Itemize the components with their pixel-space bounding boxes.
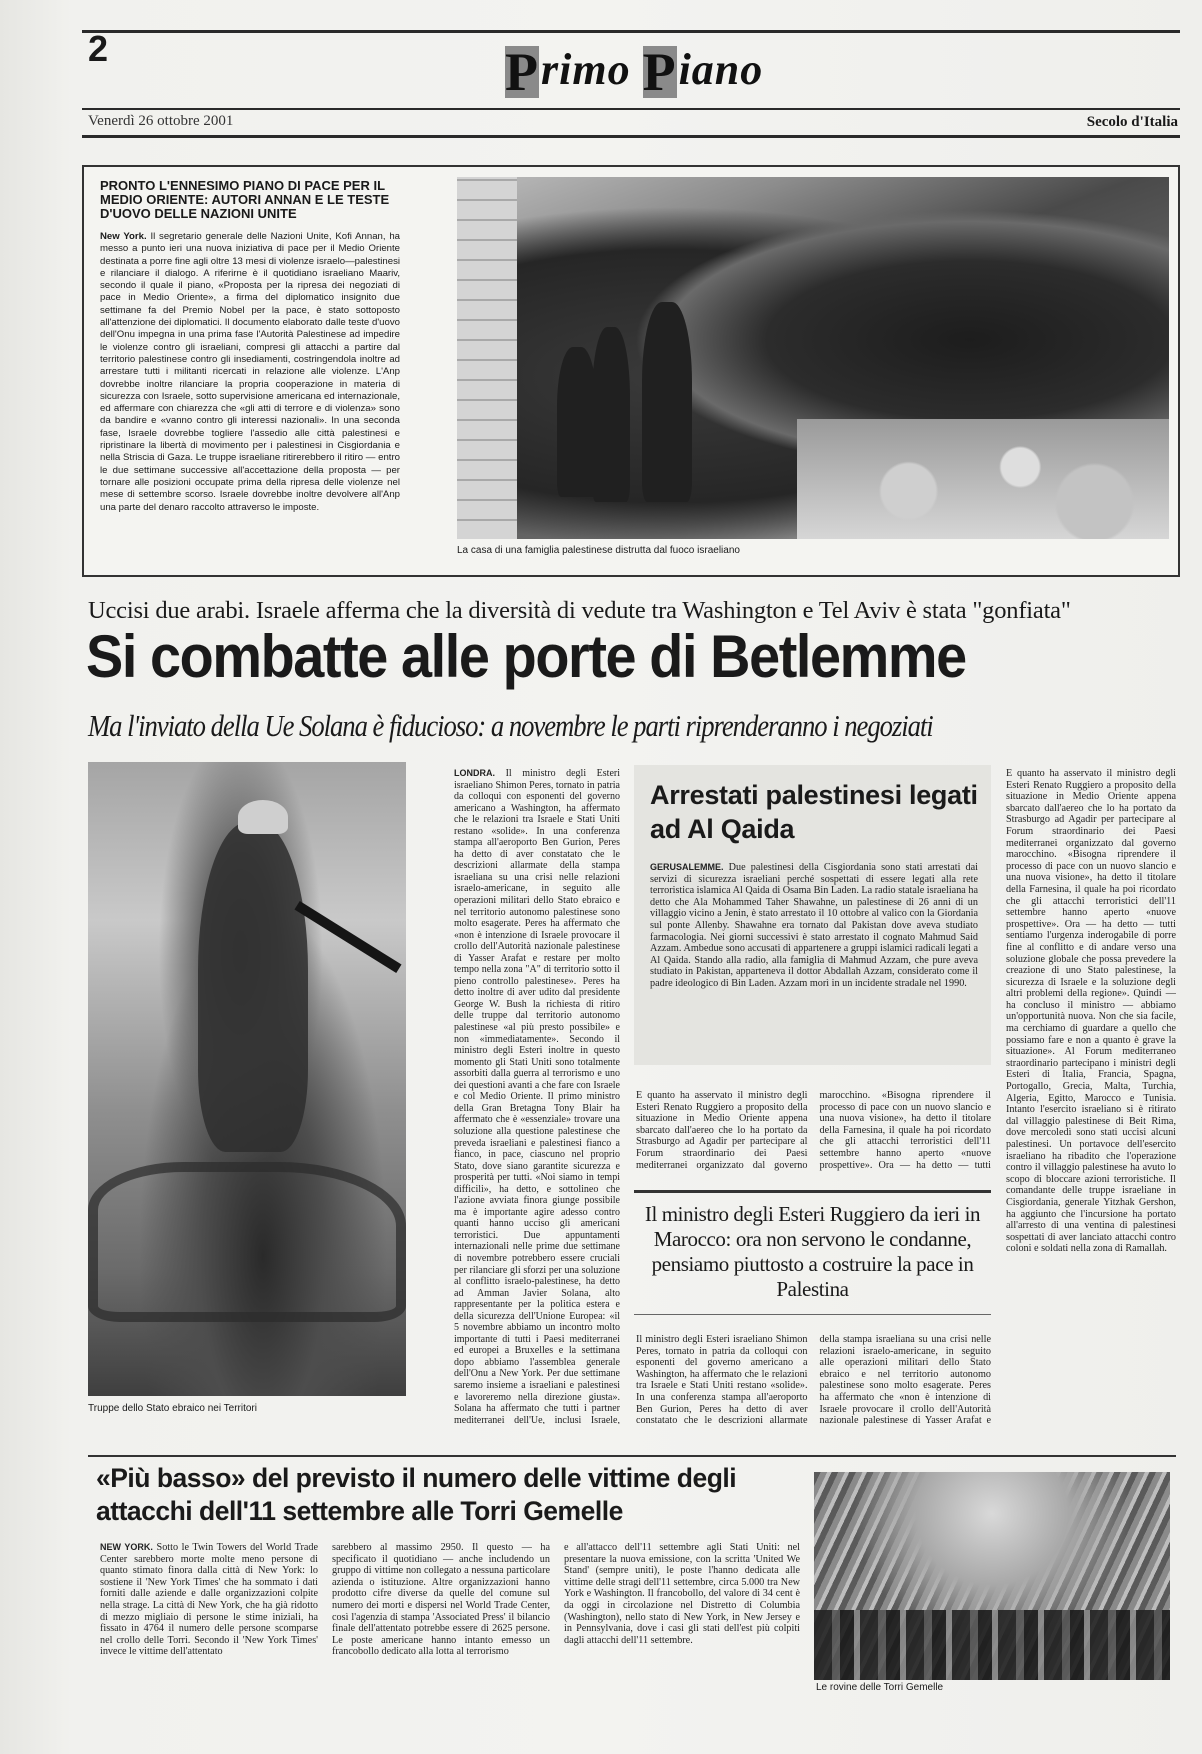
bottom-photo-caption: Le rovine delle Torri Gemelle — [816, 1682, 944, 1693]
bottom-col1-text: Sotto le Twin Towers del World Trade Center sarebbero morte molte meno persone di quanto stimato finora dalla città di New York: lo sostiene il 'New York Times' che ha sommato i dati forniti dalle aziende e dalle organizzazioni colpite nella strage. La città di New York, che ha già ridotto di mezzo migliaio di persone le stime iniziali, ha fissato in 4764 il numero delle persone scomparse nel crollo delle Torri. Secondo il 'New York Times' invece le vittime dell'attentato — [100, 1542, 318, 1658]
top-story-body — [100, 231, 400, 514]
section-rest-2: iano — [678, 45, 764, 94]
side-story-body — [650, 862, 978, 1058]
bottom-story-rule — [88, 1455, 1176, 1457]
section-title — [505, 42, 764, 102]
main-story-column-1 — [454, 768, 620, 1424]
top-story-lead: New York. — [100, 231, 147, 242]
side-story-lead: GERUSALEMME. — [650, 862, 724, 872]
side-story-text: Due palestinesi della Cisgiordania sono stati arrestati dai servizi di sicurezza israeliani perché sospettati di essere legati alla rete terroristica islamica Al Qaida di Osama Bin Laden. La radio statale israeliana ha detto che Ala Mohammed Taher Shawahne, un palestinese di 26 anni di un villaggio vicino a Jenin, è stato arrestato il 10 ottobre al valico con la Giordania sul ponte Allenby. Shawahne era tornato dal Pakistan dove aveva studiato farmacologia. Nei giorni successivi è stato arrestato il cognato Mahmud Said Azzam. Ambedue sono accusati di appartenere a gruppi islamici radicali legati a Al Qaida. Stando alla radio, alla famiglia di Mahmud Azzam, che pure aveva studiato in Pakistan, apparteneva il dottor Abdallah Azzam, considerato come il padre ideologico di Bin Laden. Azzam morì in un incidente stradale nel 1990. — [650, 862, 978, 989]
main-story-continuation-1 — [636, 1090, 991, 1182]
main-story-column-4 — [1006, 768, 1176, 1430]
continuation-text-1: E quanto ha asservato il ministro degli Esteri Renato Ruggiero a proposito della situazione in Medio Oriente appena sbarcato dall'aereo che lo ha portato da Strasburgo ad Agadir per partecipare al Forum straordinario dei Paesi mediterranei organizzato dal governo marocchino. «Bisogna riprendere il processo di pace con un nuovo slancio e una nuova visione», ha detto il titolare della Farnesina, il quale ha poi ricordato che gli attacchi terroristici dell'11 settembre hanno aperto «nuove prospettive». Ora — ha detto — tutti — [636, 1090, 991, 1171]
main-story-lead: LONDRA. — [454, 768, 495, 778]
section-rest-1: rimo — [541, 45, 643, 94]
bottom-story-column-1 — [100, 1542, 318, 1702]
main-story-continuation-2 — [636, 1334, 991, 1430]
dateline: Venerdì 26 ottobre 2001 — [88, 113, 234, 129]
section-cap-p1: P — [505, 42, 539, 102]
destroyed-house-photo — [457, 177, 1169, 539]
top-story-text — [100, 179, 400, 514]
top-story-text-body: Il segretario generale delle Nazioni Unite, Kofi Annan, ha messo a punto ieri una nuova iniziativa di pace per il Medio Oriente destinata a porre fine agli oltre 13 mesi di violenze israelo—palestinesi e rilanciare il dialogo. A riferirne è il quotidiano israeliano Maariv, secondo il quale il piano, «Proposta per la ripresa dei negoziati di pace in Medio Oriente», a firma del diplomatico insignito due settimane fa del Premio Nobel per la pace, è stato sottoposto all'attenzione dei diplomatici. Il documento elaborato dalle teste d'uovo dell'Onu impegna in una prima fase l'Autorità Palestinese ad impedire le violenze contro gli israeliani, compresi gli attacchi a partire dal territorio palestinese contro gli insediamenti, costringendola inoltre ad arrestare tutti i militanti ricercati in relazione alle violenze. L'Anp dovrebbe inoltre rilanciare la propria cooperazione in materia di sicurezza con Israele, sotto supervisione americana ed internazionale, ed affermare con chiarezza che «gli atti di terrore e di violenza» sono da bandire e «vanno contro gli interessi nazionali». In una seconda fase, Israele dovrebbe togliere l'assedio alle città palestinesi e ripristinare la libertà di movimento per i palestinesi in Cisgiordania e nella Striscia di Gaza. Le truppe israeliane ritirerebbero il ritiro — entro le due settimane successive all'accettazione della proposta — per tornare alle posizioni occupate prima della ripresa delle violenze nel mese di settembre scorso. Israele dovrebbe inoltre devolvere all'Anp una parte del denaro raccolto attraverso le imposte. — [100, 231, 401, 513]
page-number: 2 — [88, 28, 109, 69]
pull-quote: Il ministro degli Esteri Ruggiero da ieri in Marocco: ora non servono le condanne, pensiamo piuttosto a costruire la pace in Palestina — [644, 1202, 981, 1301]
bottom-col2-text: sarebbero al massimo 2950. Il questo — ha specificato il quotidiano — anche includendo un gruppo di vittime non collegato a nessuna particolare azienda o istituzione. Altre organizzazioni hanno prodotto cifre diverse da quelle del comune sul numero dei morti e dispersi nel World Trade Center, così l'agenzia di stampa 'Associated Press' il bilancio finale dell'attentato potrebbe essere di 2625 persone. Le poste americane hanno intanto emesso un francobollo dedicato alla lotta al terrorismo — [332, 1542, 550, 1658]
header-rule-bottom — [82, 135, 1180, 138]
top-story-headline: PRONTO L'ENNESIMO PIANO DI PACE PER IL MEDIO ORIENTE: AUTORI ANNAN E LE TESTE D'UOVO DELLE NAZIONI UNITE — [100, 178, 390, 221]
masthead: Secolo d'Italia — [1086, 114, 1178, 130]
bottom-headline: «Più basso» del previsto il numero delle vittime degli attacchi dell'11 settembre alle Torri Gemelle — [96, 1463, 737, 1526]
top-story-box — [82, 165, 1180, 577]
top-rule — [82, 30, 1180, 33]
header-rule-top — [82, 108, 1180, 110]
bottom-story-lead: NEW YORK. — [100, 1542, 153, 1552]
soldier-photo — [88, 762, 406, 1396]
section-cap-p2: P — [642, 42, 677, 102]
twin-towers-ruins-photo — [814, 1472, 1170, 1680]
side-story-headline: Arrestati palestinesi legati ad Al Qaida — [650, 780, 978, 844]
top-photo-caption: La casa di una famiglia palestinese distrutta dal fuoco israeliano — [457, 545, 740, 556]
bottom-col3-text: e all'attacco dell'11 settembre agli Stati Uniti: nel presentare la nuova emissione, con la scritta 'United We Stand' (sempre uniti), le poste l'hanno dedicata alle vittime delle stragi dell'11 settembre, circa 5.000 tra New York e Washington. Il francobollo, del valore di 34 cent è da oggi in circolazione nel Distretto di Columbia (Washington), nello stato di New York, in New Jersey e in Pennsylvania, dove i casi gli stati dell'est più colpiti dagli attacchi dell'11 settembre. — [564, 1542, 800, 1646]
main-story-col4-text: E quanto ha asservato il ministro degli Esteri Renato Ruggiero a proposito della situazione in Medio Oriente appena sbarcato dall'aereo che lo ha portato da Strasburgo ad Agadir per partecipare al Forum straordinario dei Paesi mediterranei organizzato dal governo marocchino. «Bisogna riprendere il processo di pace con un nuovo slancio e una nuova visione», ha detto il titolare della Farnesina, il quale ha poi ricordato che gli attacchi terroristici dell'11 settembre hanno aperto «nuove prospettive». Ora — ha detto — tutti sentiamo l'urgenza inderogabile di porre fine al conflitto e di andare verso una soluzione globale che possa prevedere la creazione di uno Stato palestinese, la sicurezza di Israele e la soluzione degli altri problemi della regione». Quindi — ha concluso il ministro — abbiamo un'opportunità nuova. Non che sia facile, ma cerchiamo di guardare a quello che possiamo fare e non a quanto è grave la situazione». Al Forum mediterraneo straordinario partecipano i ministri degli Esteri di Italia, Francia, Spagna, Portogallo, Grecia, Malta, Turchia, Algeria, Egitto, Marocco e Tunisia. Intanto l'esercito israeliano si è ritirato dal villaggio palestinese di Beit Rima, dove mercoledì sono stati uccisi alcuni palestinesi. Un portavoce dell'esercito israeliano ha ribadito che l'operazione contro il villaggio palestinese ha avuto lo scopo di bloccare azioni terroristiche. Il comandante delle truppe israeliane in Cisgiordania, generale Yitzhak Gershon, ha aggiunto che l'incursione ha portato all'arresto di una ventina di palestinesi sospettati di aver lanciato attacchi contro coloni e soldati nella zona di Ramallah. — [1006, 768, 1176, 1255]
bottom-story-column-3 — [564, 1542, 800, 1682]
bottom-story-column-2 — [332, 1542, 550, 1702]
main-photo-caption: Truppe dello Stato ebraico nei Territori — [88, 1403, 257, 1414]
main-subhead: Ma l'inviato della Ue Solana è fiducioso: a novembre le parti riprenderanno i negoziati — [88, 708, 933, 743]
main-story-col1-text: Il ministro degli Esteri israeliano Shimon Peres, tornato in patria da colloqui con esponenti del governo americano a Washington, ha affermato che le relazioni tra Israele e Stati Uniti restano «solide». In una conferenza stampa all'aeroporto Ben Gurion, Peres ha detto di aver constatato che le descrizioni allarmate della stampa israeliana su una crisi nelle relazioni israelo-americane, in seguito alle operazioni militari dello Stato ebraico e nel territorio autonomo palestinese sono molto esagerate. Peres ha affermato che «non è intenzione di Israele provocare il crollo dell'Autorità nazionale palestinese di Yasser Arafat e restare per molto tempo nella zona "A" di territorio sotto il pieno controllo palestinese». Peres ha detto inoltre di aver udito dal presidente George W. Bush la richiesta di ritiro delle truppe dal territorio autonomo palestinese «al più presto possibile» e non «immediatamente». Secondo il ministro degli Esteri inoltre in questo momento gli Stati Uniti sono totalmente assorbiti dalla guerra al terrorismo e uno dei questioni avanti a che fare con Israele e col Medio Oriente. Il primo ministro della Gran Bretagna Tony Blair ha affermato che è «essenziale» trovare una soluzione alla questione palestinese che preveda israeliani e palestinesi fianco a fianco, in pace, ciascuno nel proprio Stato, dove siano garantite sicurezza e prosperità per tutti. «Noi siamo in tempi difficili», ha detto, e sottolineo che l'azione avviata finora giunge possibile ma è importante agire adesso contro quanti hanno ucciso gli americani terroristici. Due appuntamenti internazionali nelle prime due settimane di novembre potrebbero essere cruciali per rilanciare gli sforzi per una soluzione al conflitto israelo-palestinese, ha detto ad Amman Javier Solana, alto rappresentante per la politica estera e della sicurezza dell'Unione Europea: «il 5 novembre abbiamo un incontro molto importante di tutti i Paesi mediterranei ed europei a Bruxelles e la settimana dopo abbiamo l'assemblea generale dell'Onu a New York. Per due settimane saremo insieme a israeliani e palestinesi e lavoreremo nella direzione giusta». Solana ha affermato che tutti i partner mediterranei dell'Ue, inclusi Israele, — [454, 768, 620, 1424]
main-kicker: Uccisi due arabi. Israele afferma che la diversità di vedute tra Washington e Tel Aviv è stata "gonfiata" — [88, 597, 1071, 624]
continuation-text-2: Il ministro degli Esteri israeliano Shimon Peres, tornato in patria da colloqui con esponenti del governo americano a Washington, ha affermato che le relazioni tra Israele e Stati Uniti restano «solide». In una conferenza stampa all'aeroporto Ben Gurion, Peres ha detto di aver constatato che le descrizioni allarmate della stampa israeliana su una crisi nelle relazioni israelo-americane, in seguito alle operazioni militari dello Stato ebraico e nel territorio autonomo palestinese sono molto esagerate. Peres ha affermato che «non è intenzione di Israele provocare il crollo dell'Autorità nazionale palestinese di Yasser Arafat e — [636, 1334, 991, 1427]
main-headline: Si combatte alle porte di Betlemme — [86, 623, 966, 690]
